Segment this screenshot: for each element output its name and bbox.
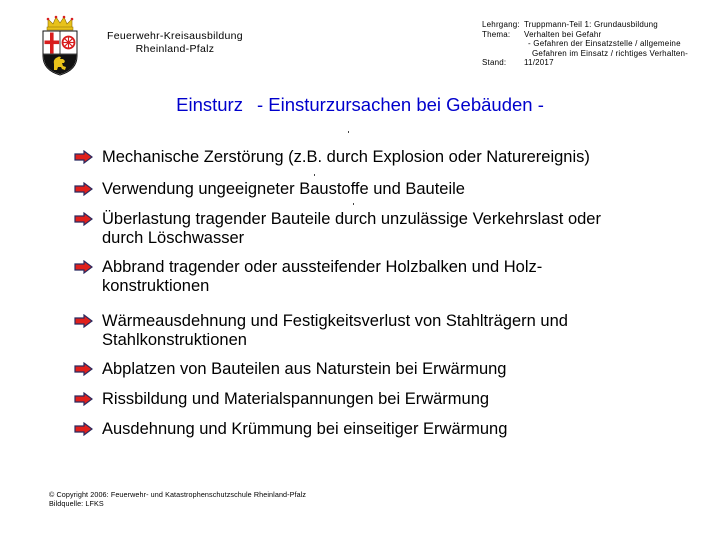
organization-name [100,30,250,56]
list-item-text: Mechanische Zerstörung (z.B. durch Explosion oder Naturereignis) [102,148,590,166]
arrow-right-icon [74,392,94,406]
arrow-right-icon [74,150,94,164]
list-item-text: Abbrand tragender oder aussteifender Holzbalken und Holz- [102,258,543,276]
list-item-text-cont: durch Löschwasser [102,229,245,247]
stray-mark [314,174,315,176]
list-item-text: Rissbildung und Materialspannungen bei Erwärmung [102,390,490,408]
list-item-text: Ausdehnung und Krümmung bei einseitiger Erwärmung [102,420,508,438]
list-item-text: Wärmeausdehnung und Festigkeitsverlust von Stahlträgern und [102,312,568,330]
arrow-right-icon [74,422,94,436]
course-value: Truppmann-Teil 1: Grundausbildung [524,20,658,29]
slide-title [0,94,720,116]
list-item-text: Verwendung ungeeigneter Baustoffe und Bauteile [102,180,465,198]
date-label: Stand: [482,58,507,68]
org-name-line1: Feuerwehr-Kreisausbildung [107,30,243,42]
rheinland-pfalz-coat-of-arms-icon [40,14,80,76]
document-metadata [482,20,688,68]
stray-mark [348,131,349,133]
footer [49,490,306,508]
arrow-right-icon [74,182,94,196]
topic-value-line2: - Gefahren der Einsatzstelle / allgemeine [528,39,681,49]
arrow-right-icon [74,314,94,328]
list-item-text-cont: konstruktionen [102,277,210,295]
arrow-right-icon [74,362,94,376]
stray-mark [353,203,354,205]
list-item-text-cont: Stahlkonstruktionen [102,331,247,349]
image-source: Bildquelle: LFKS [49,499,104,508]
list-item-text: Abplatzen von Bauteilen aus Naturstein bei Erwärmung [102,360,507,378]
topic-value-line1: Verhalten bei Gefahr [524,29,602,39]
list-item-text: Überlastung tragender Bauteile durch unzulässige Verkehrslast oder [102,210,601,228]
slide-title-topic: Einsturz [176,94,243,115]
slide-title-subtitle: - Einsturzursachen bei Gebäuden - [256,94,544,115]
arrow-right-icon [74,260,94,274]
topic-label: Thema: [482,29,511,39]
arrow-right-icon [74,212,94,226]
copyright-notice: © Copyright 2006: Feuerwehr- und Katastrophenschutzschule Rheinland-Pfalz [49,490,307,499]
course-label: Lehrgang: [482,20,520,29]
org-name-line2: Rheinland-Pfalz [135,43,215,55]
topic-value-line3: Gefahren im Einsatz / richtiges Verhalten- [532,48,689,58]
date-value: 11/2017 [524,58,554,68]
